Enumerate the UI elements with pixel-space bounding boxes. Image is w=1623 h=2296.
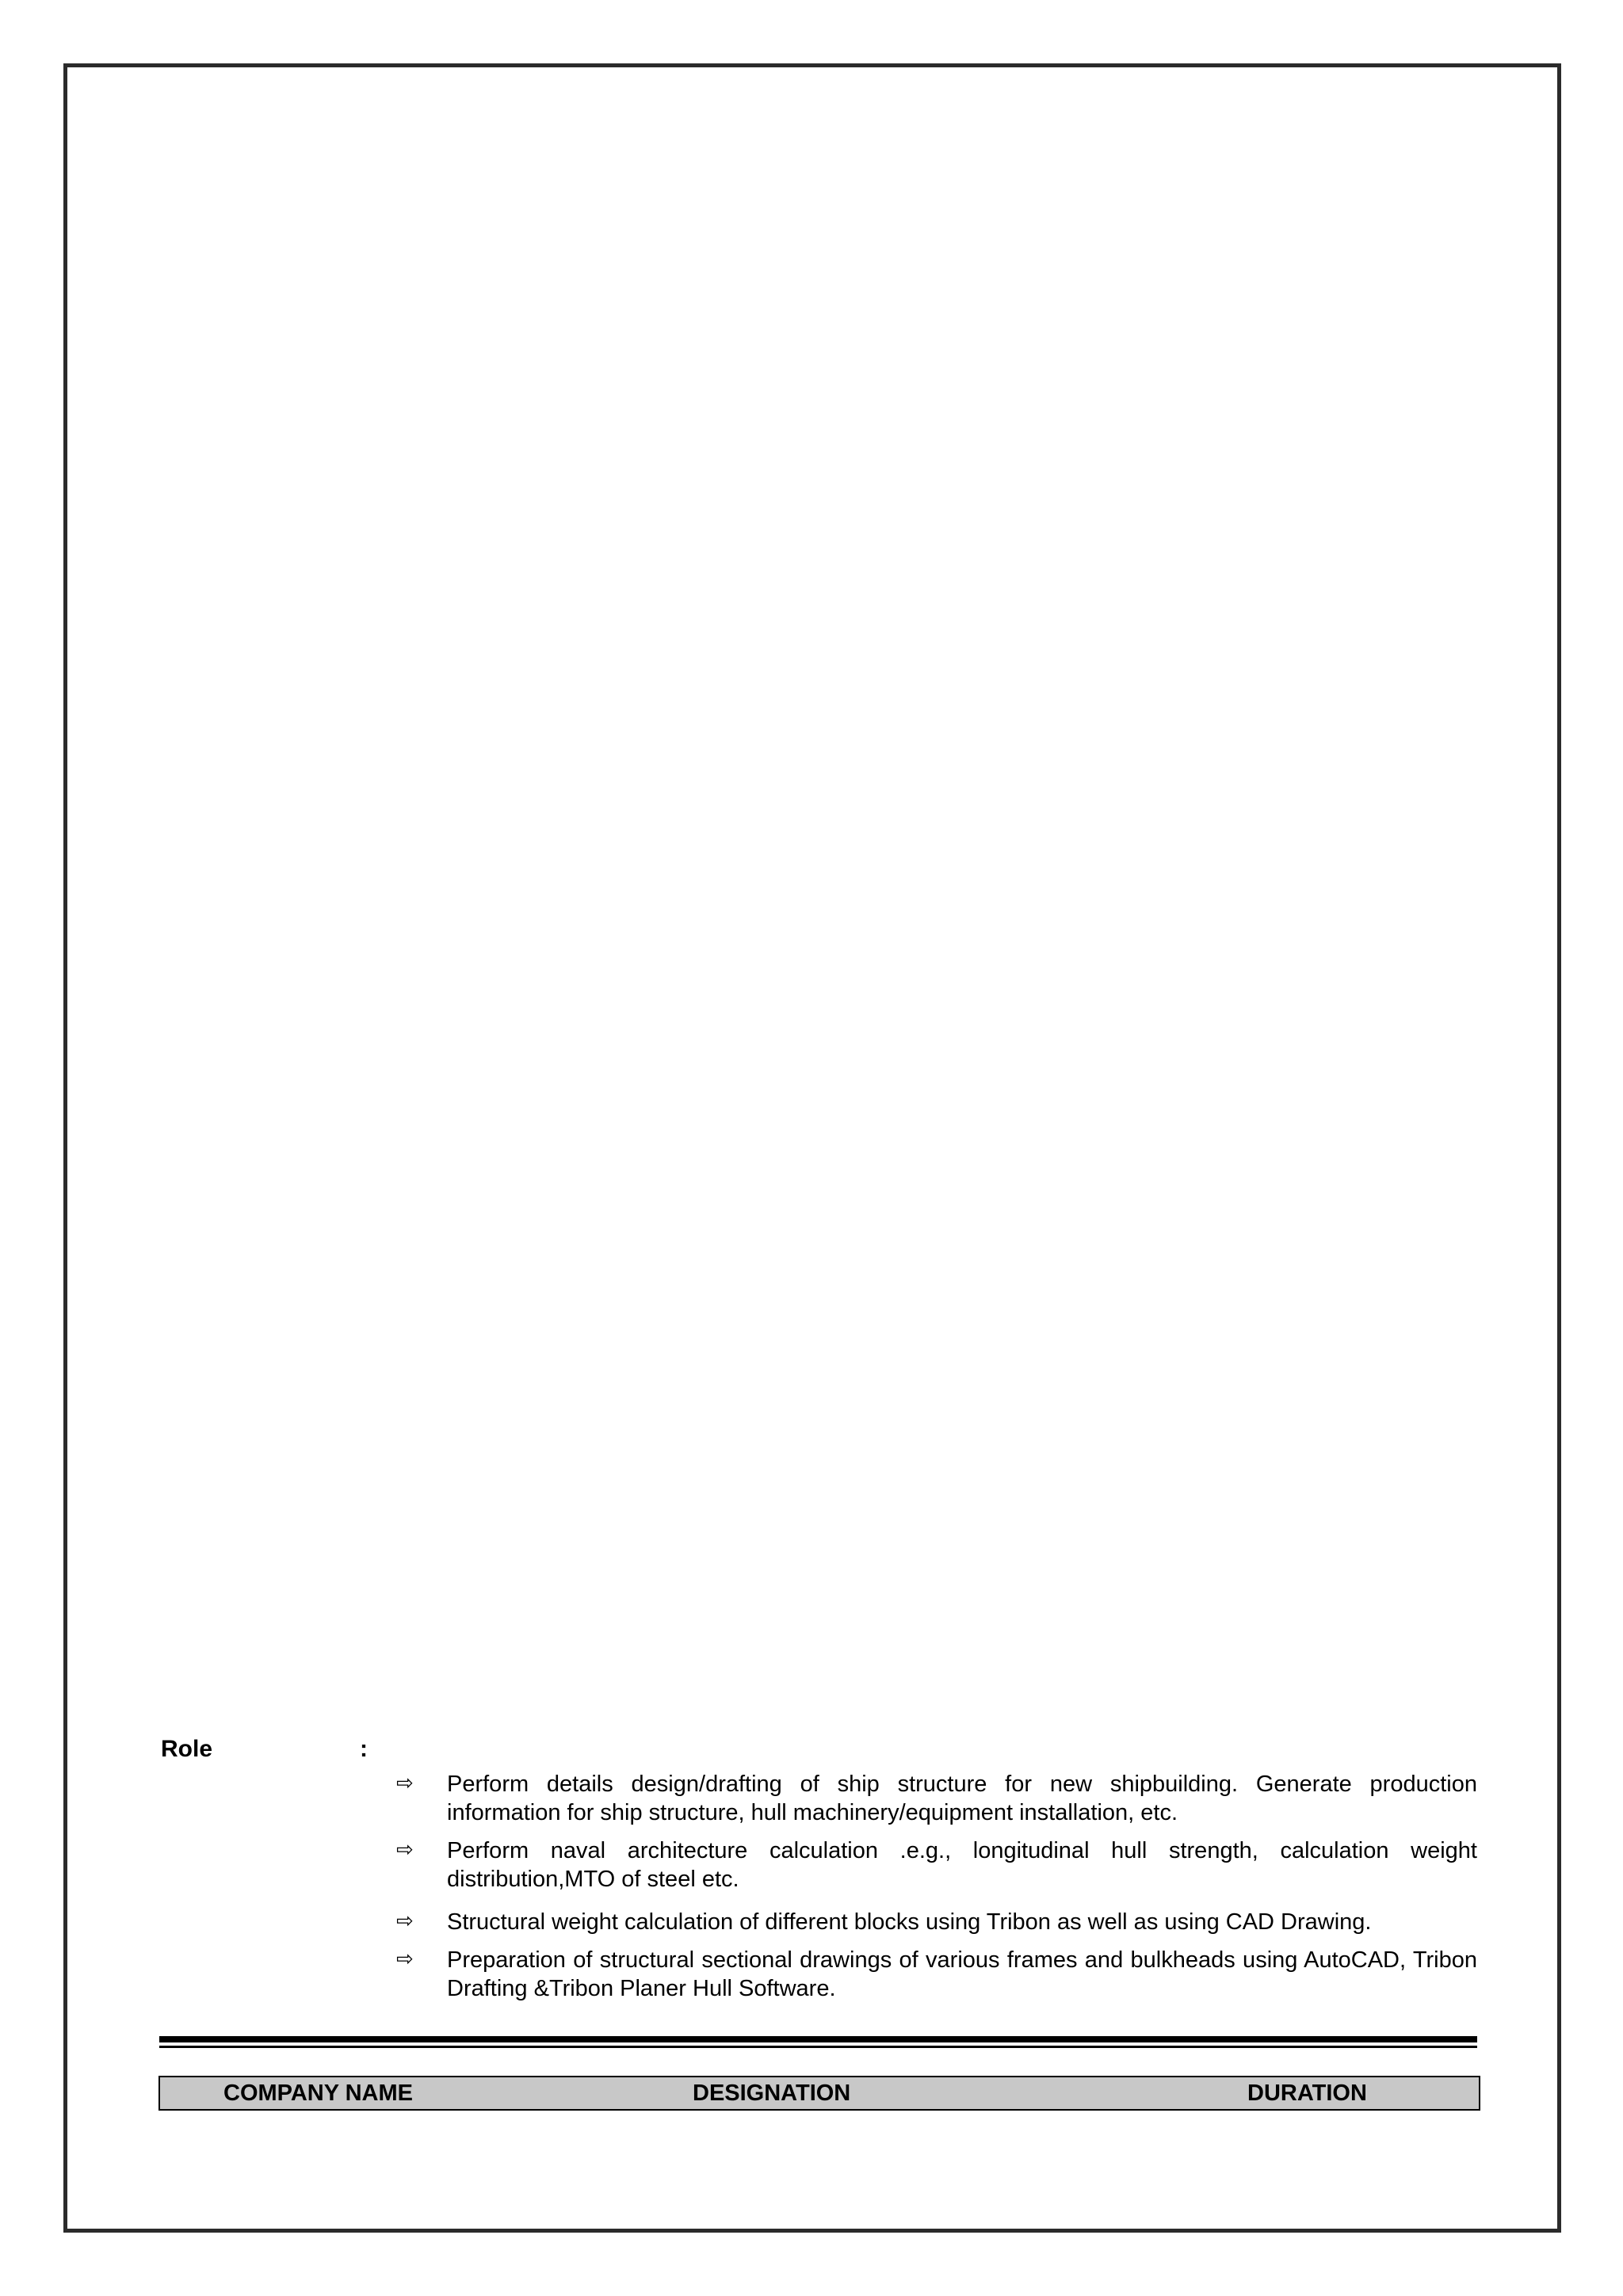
list-item bbox=[396, 1770, 1477, 1827]
column-header-designation: DESIGNATION bbox=[693, 2081, 851, 2106]
bullet-text: Perform naval architecture calculation .e.g., longitudinal hull strength, calculation weight distribution,MTO of steel etc. bbox=[447, 1838, 1477, 1892]
experience-table-header bbox=[158, 2076, 1480, 2111]
outline-right-arrow-icon: ⇨ bbox=[396, 1909, 414, 1933]
list-item bbox=[396, 1908, 1477, 1936]
outline-right-arrow-icon: ⇨ bbox=[396, 1838, 414, 1862]
list-item bbox=[396, 1946, 1477, 2003]
bullet-text: Perform details design/drafting of ship structure for new shipbuilding. Generate production information for ship structure, hull machinery/equipment installation, etc. bbox=[447, 1772, 1477, 1825]
role-label: Role bbox=[161, 1736, 213, 1762]
outline-right-arrow-icon: ⇨ bbox=[396, 1772, 414, 1795]
bullet-text: Structural weight calculation of different blocks using Tribon as well as using CAD Drawing. bbox=[447, 1909, 1372, 1935]
bullet-text: Preparation of structural sectional drawings of various frames and bulkheads using AutoCAD, Tribon Drafting &Tribon Planer Hull Software. bbox=[447, 1947, 1477, 2001]
role-bullet-list bbox=[396, 1770, 1477, 2012]
section-divider-thick bbox=[159, 2036, 1477, 2042]
column-header-duration: DURATION bbox=[1247, 2081, 1367, 2106]
column-header-company-name: COMPANY NAME bbox=[223, 2081, 413, 2106]
outline-right-arrow-icon: ⇨ bbox=[396, 1947, 414, 1971]
role-colon: : bbox=[360, 1736, 368, 1762]
list-item bbox=[396, 1836, 1477, 1894]
section-divider-thin bbox=[159, 2046, 1477, 2048]
